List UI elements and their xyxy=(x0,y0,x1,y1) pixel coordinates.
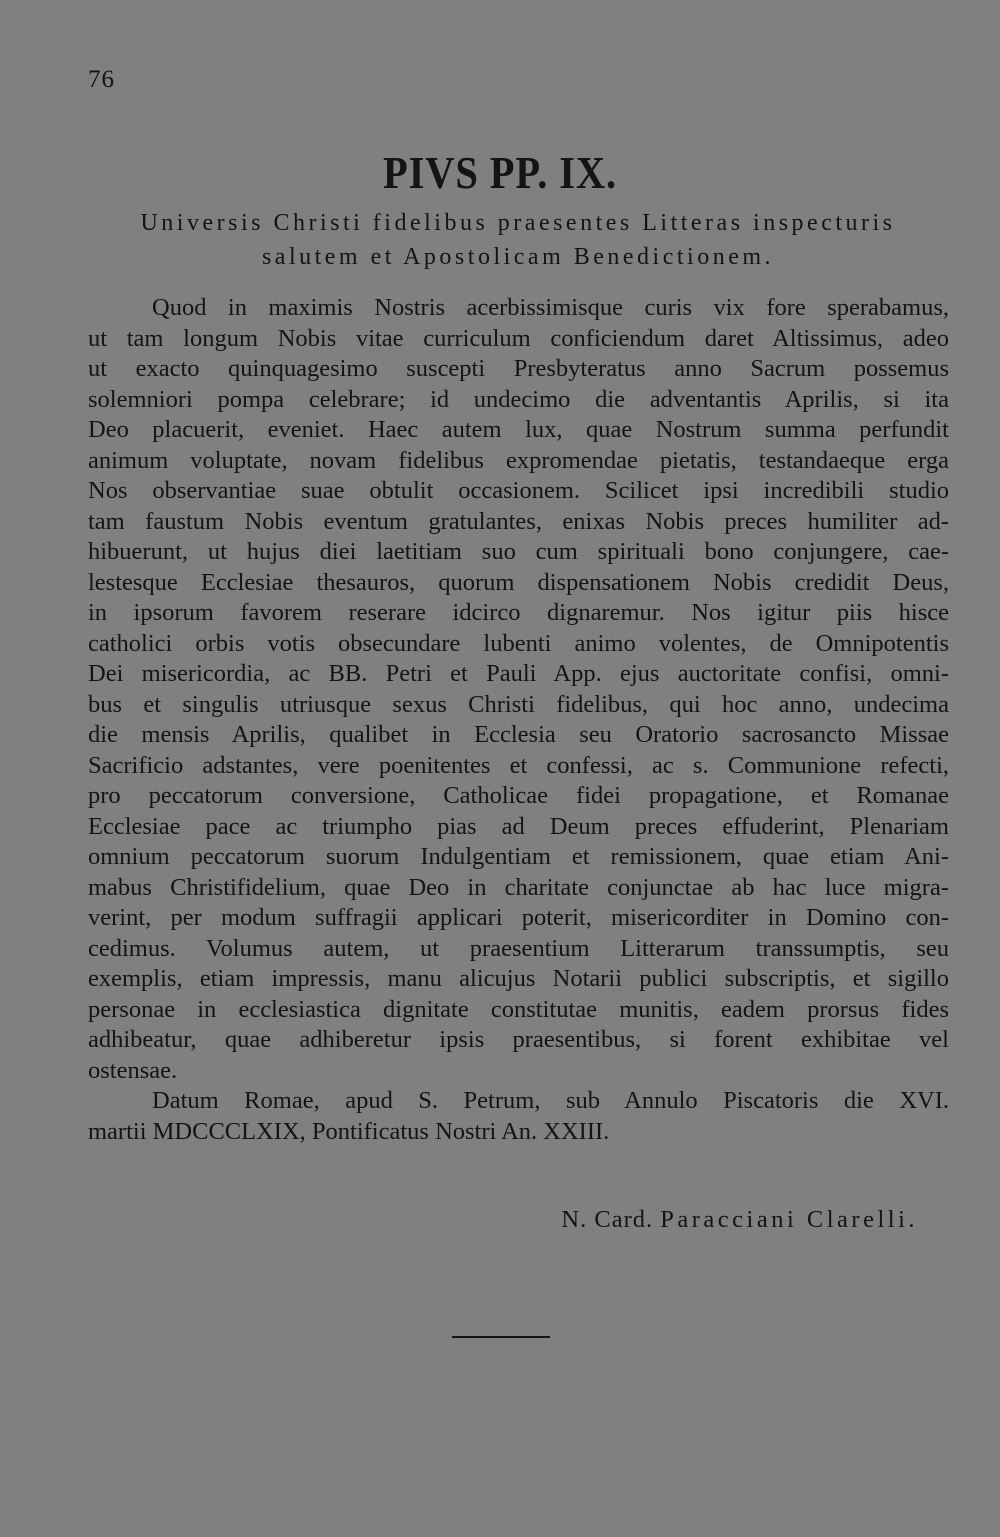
text-line: hibuerunt, ut hujus diei laetitiam suo cum spirituali bono conjungere, cae- xyxy=(88,538,949,565)
text-line: ut exacto quinquagesimo suscepti Presbyteratus anno Sacrum possemus xyxy=(88,355,949,382)
page-title: PIVS PP. IX. xyxy=(383,147,617,198)
text-line: animum voluptate, novam fidelibus expromendae pietatis, testandaeque erga xyxy=(88,446,949,474)
signature xyxy=(500,1206,918,1234)
text-line: exemplis, etiam impressis, manu alicujus Notarii publici subscriptis, et sigillo xyxy=(88,965,949,992)
body-text xyxy=(88,293,949,1147)
text-line: bus et singulis utriusque sexus Christi fidelibus, qui hoc anno, undecima xyxy=(88,690,949,718)
signature-name: Paracciani Clarelli. xyxy=(660,1206,918,1233)
text-line: in ipsorum favorem reserare idcirco dignaremur. Nos igitur piis hisce xyxy=(88,599,949,626)
text-line: martii MDCCCLXIX, Pontificatus Nostri An. XXIII. xyxy=(88,1117,610,1145)
text-line: Deo placuerit, eveniet. Haec autem lux, quae Nostrum summa perfundit xyxy=(88,416,949,443)
text-line: Datum Romae, apud S. Petrum, sub Annulo Piscatoris die XVI. xyxy=(152,1087,949,1114)
signature-prefix: N. Card. xyxy=(561,1206,654,1233)
text-line: Nos observantiae suae obtulit occasionem. Scilicet ipsi incredibili studio xyxy=(88,477,949,504)
text-line: Ecclesiae pace ac triumpho pias ad Deum preces effuderint, Plenariam xyxy=(88,812,949,840)
text-line: ut tam longum Nobis vitae curriculum conficiendum daret Altissimus, adeo xyxy=(88,324,949,352)
text-line: solemniori pompa celebrare; id undecimo die adventantis Aprilis, si ita xyxy=(88,385,949,413)
text-line: mabus Christifidelium, quae Deo in charitate conjunctae ab hac luce migra- xyxy=(88,873,949,901)
text-line: personae in ecclesiastica dignitate constitutae munitis, eadem prorsus fides xyxy=(88,995,949,1023)
text-line: cedimus. Volumus autem, ut praesentium Litterarum transsumptis, seu xyxy=(88,934,949,962)
address-line: Universis Christi fidelibus praesentes Litteras inspecturis xyxy=(140,210,896,236)
text-line: Dei misericordia, ac BB. Petri et Pauli App. ejus auctoritate confisi, omni- xyxy=(88,660,949,687)
text-line: tam faustum Nobis eventum gratulantes, enixas Nobis preces humiliter ad- xyxy=(88,507,949,535)
text-line: ostensae. xyxy=(88,1056,178,1084)
text-line: Quod in maximis Nostris acerbissimisque curis vix fore sperabamus, xyxy=(152,294,949,321)
address-line: salutem et Apostolicam Benedictionem. xyxy=(261,244,775,270)
address-block xyxy=(88,206,948,274)
text-line: lestesque Ecclesiae thesauros, quorum dispensationem Nobis credidit Deus, xyxy=(88,568,949,596)
text-line: die mensis Aprilis, qualibet in Ecclesia seu Oratorio sacrosancto Missae xyxy=(88,721,949,748)
text-line: adhibeatur, quae adhiberetur ipsis praesentibus, si forent exhibitae vel xyxy=(88,1026,949,1053)
text-line: Sacrificio adstantes, vere poenitentes et confessi, ac s. Communione refecti, xyxy=(88,751,949,779)
text-line: omnium peccatorum suorum Indulgentiam et remissionem, quae etiam Ani- xyxy=(88,843,949,870)
text-line: catholici orbis votis obsecundare lubenti animo volentes, de Omnipotentis xyxy=(88,629,949,657)
closing-rule xyxy=(452,1336,550,1338)
page-number: 76 xyxy=(88,66,115,93)
text-line: verint, per modum suffragii applicari poterit, misericorditer in Domino con- xyxy=(88,904,949,931)
text-line: pro peccatorum conversione, Catholicae fidei propagatione, et Romanae xyxy=(88,782,949,809)
